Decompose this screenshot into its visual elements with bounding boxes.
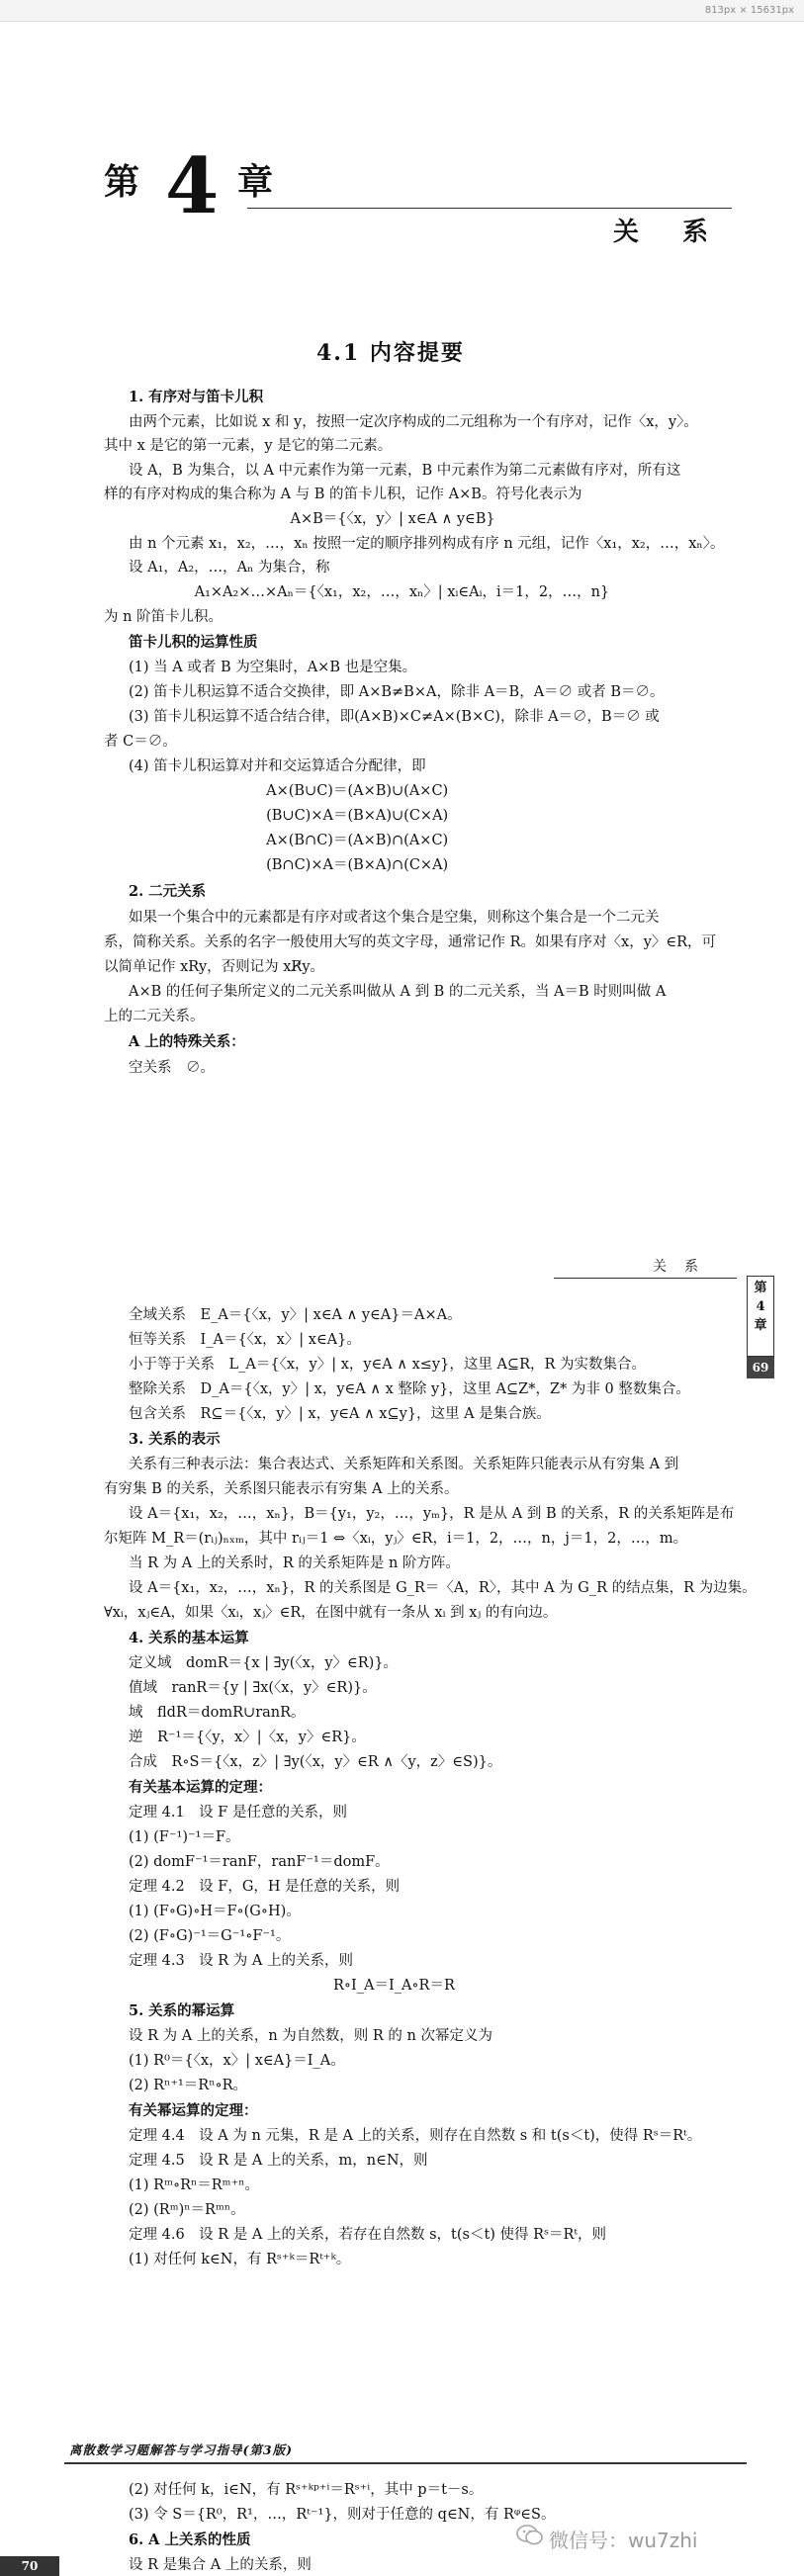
page-number-top: 69 xyxy=(747,1357,774,1378)
text-line: 恒等关系 I_A＝{〈x，x〉| x∈A}。 xyxy=(129,1332,361,1348)
text-line: 设 R 是集合 A 上的关系，则 xyxy=(129,2557,312,2573)
text-line: 当 R 为 A 上的关系时，R 的关系矩阵是 n 阶方阵。 xyxy=(129,1555,460,1571)
text-line: 域 fldR＝domR∪ranR。 xyxy=(129,1705,306,1721)
chapter-suffix: 章 xyxy=(237,161,274,203)
text-line: (2) (Rᵐ)ⁿ＝Rᵐⁿ。 xyxy=(129,2202,245,2218)
text-line: R∘I_A＝I_A∘R＝R xyxy=(104,1978,455,1994)
text-line: 合成 R∘S＝{〈x，z〉| ∃y(〈x，y〉∈R ∧〈y，z〉∈S)}。 xyxy=(129,1754,502,1770)
running-head-rule xyxy=(554,1278,737,1279)
text-line: 定理 4.2 设 F，G，H 是任意的关系，则 xyxy=(129,1879,401,1895)
text-line: (1) 当 A 或者 B 为空集时，A×B 也是空集。 xyxy=(129,660,417,675)
text-line: (2) domF⁻¹＝ranF，ranF⁻¹＝domF。 xyxy=(129,1854,390,1870)
page-number-bottom: 70 xyxy=(0,2556,59,2576)
chapter-tab xyxy=(747,1276,774,1357)
text-line: 4. 关系的基本运算 xyxy=(129,1630,249,1646)
text-line: 设 A，B 为集合，以 A 中元素作为第一元素，B 中元素作为第二元素做有序对，所有这 xyxy=(129,463,681,479)
text-line: 设 A₁，A₂，…，Aₙ 为集合，称 xyxy=(129,560,330,576)
text-line: 如果一个集合中的元素都是有序对或者这个集合是空集，则称这个集合是一个二元关 xyxy=(129,910,660,926)
text-line: A×(B∩C)＝(A×B)∩(A×C) xyxy=(104,833,449,848)
text-line: A×B＝{〈x，y〉| x∈A ∧ y∈B} xyxy=(104,511,495,527)
text-line: (1) Rᵐ∘Rⁿ＝Rᵐ⁺ⁿ。 xyxy=(129,2177,259,2193)
text-line: A×B 的任何子集所定义的二元关系叫做从 A 到 B 的二元关系，当 A＝B 时则叫做 A xyxy=(129,984,667,1000)
text-line: (2) Rⁿ⁺¹＝Rⁿ∘R。 xyxy=(129,2078,248,2093)
text-line: (1) (F∘G)∘H＝F∘(G∘H)。 xyxy=(129,1904,301,1919)
text-line: 定理 4.3 设 R 为 A 上的关系，则 xyxy=(129,1953,353,1969)
text-line: 样的有序对构成的集合称为 A 与 B 的笛卡儿积，记作 A×B。符号化表示为 xyxy=(104,487,582,502)
text-line: (B∩C)×A＝(B×A)∩(C×A) xyxy=(104,857,449,873)
chapter-title: 关系 xyxy=(613,218,753,247)
text-line: 2. 二元关系 xyxy=(129,883,207,900)
text-line: 值域 ranR＝{y | ∃x(〈x，y〉∈R)}。 xyxy=(129,1680,377,1696)
text-line: 空关系 ∅。 xyxy=(129,1060,215,1076)
watermark: 微信号：wu7zhi xyxy=(549,2529,698,2552)
text-line: A₁×A₂×…×Aₙ＝{〈x₁，x₂，…，xₙ〉| xᵢ∈Aᵢ，i＝1，2，…，n} xyxy=(104,584,610,600)
text-line: A×(B∪C)＝(A×B)∪(A×C) xyxy=(104,783,449,799)
text-line: 以简单记作 xRy，否则记为 xR̸y。 xyxy=(104,959,325,975)
text-line: A 上的特殊关系： xyxy=(129,1033,245,1050)
text-line: 5. 关系的幂运算 xyxy=(129,2002,235,2019)
text-line: 有穷集 B 的关系，关系图只能表示有穷集 A 上的关系。 xyxy=(104,1481,459,1497)
viewer-size-label: 813px × 15631px xyxy=(0,0,804,22)
text-line: 者 C＝∅。 xyxy=(104,734,177,750)
text-line: 6. A 上关系的性质 xyxy=(129,2532,251,2548)
text-line: 设 A＝{x₁，x₂，…，xₙ}，B＝{y₁，y₂，…，yₘ}，R 是从 A 到 B 的关系，R 的关系矩阵是布 xyxy=(129,1506,735,1522)
text-line: 由两个元素，比如说 x 和 y，按照一定次序构成的二元组称为一个有序对，记作〈x，y〉。 xyxy=(129,414,698,430)
chapter-prefix: 第 xyxy=(104,161,140,203)
text-line: 逆 R⁻¹＝{〈y，x〉|〈x，y〉∈R}。 xyxy=(129,1730,366,1745)
text-line: 有关幂运算的定理： xyxy=(129,2102,258,2119)
text-line: (3) 令 S＝{R⁰，R¹，…，Rᵗ⁻¹}，则对于任意的 q∈N，有 Rᵠ∈S。 xyxy=(129,2507,556,2523)
chapter-number: 4 xyxy=(165,141,220,231)
footer-book-title: 离散数学习题解答与学习指导(第3版) xyxy=(69,2443,294,2457)
text-line: 3. 关系的表示 xyxy=(129,1431,221,1448)
text-line: 为 n 阶笛卡儿积。 xyxy=(104,609,223,625)
text-line: (3) 笛卡儿积运算不适合结合律，即(A×B)×C≠A×(B×C)，除非 A＝∅，B＝∅ 或 xyxy=(129,709,660,725)
chapter-rule xyxy=(247,208,732,209)
text-line: 系，简称关系。关系的名字一般使用大写的英文字母，通常记作 R。如果有序对〈x，y〉∈R，可 xyxy=(104,934,717,950)
text-line: 定义域 domR＝{x | ∃y(〈x，y〉∈R)}。 xyxy=(129,1655,399,1671)
text-line: 小于等于关系 L_A＝{〈x，y〉| x，y∈A ∧ x≤y}，这里 A⊆R，R 为实数集合。 xyxy=(129,1357,647,1373)
chapter-tab-line: 第 xyxy=(754,1281,767,1295)
chapter-tab-line: 4 xyxy=(756,1299,765,1314)
text-line: 设 R 为 A 上的关系，n 为自然数，则 R 的 n 次幂定义为 xyxy=(129,2028,492,2044)
running-head: 关系 xyxy=(653,1259,716,1275)
text-line: 笛卡儿积的运算性质 xyxy=(129,634,258,651)
text-line: 定理 4.1 设 F 是任意的关系，则 xyxy=(129,1805,347,1821)
text-line: 有关基本运算的定理： xyxy=(129,1779,272,1796)
section-title: 4.1 内容提要 xyxy=(316,340,465,366)
wechat-icon xyxy=(516,2524,544,2547)
text-line: 定理 4.5 设 R 是 A 上的关系，m，n∈N，则 xyxy=(129,2153,428,2169)
text-line: 整除关系 D_A＝{〈x，y〉| x，y∈A ∧ x 整除 y}，这里 A⊆Z*，Z* 为非 0 整数集合。 xyxy=(129,1381,690,1397)
chapter-tab-line: 章 xyxy=(754,1318,767,1333)
text-line: 设 A＝{x₁，x₂，…，xₙ}，R 的关系图是 G_R＝〈A，R〉，其中 A 为 G_R 的结点集，R 为边集。 xyxy=(129,1580,757,1596)
text-line: (2) (F∘G)⁻¹＝G⁻¹∘F⁻¹。 xyxy=(129,1928,291,1944)
text-line: (1) R⁰＝{〈x，x〉| x∈A}＝I_A。 xyxy=(129,2053,345,2069)
text-line: (2) 对任何 k，i∈N，有 Rˢ⁺ᵏᵖ⁺ⁱ＝Rˢ⁺ⁱ，其中 p＝t－s。 xyxy=(129,2482,484,2498)
text-line: 关系有三种表示法：集合表达式、关系矩阵和关系图。关系矩阵只能表示从有穷集 A 到 xyxy=(129,1457,679,1472)
footer-rule xyxy=(64,2462,747,2464)
text-line: (2) 笛卡儿积运算不适合交换律，即 A×B≠B×A，除非 A＝B，A＝∅ 或者 B＝∅。 xyxy=(129,684,665,700)
text-line: 上的二元关系。 xyxy=(104,1009,205,1024)
text-line: 由 n 个元素 x₁，x₂，…，xₙ 按照一定的顺序排列构成有序 n 元组，记作〈x₁，x₂，…，xₙ〉。 xyxy=(129,536,725,552)
text-line: (1) (F⁻¹)⁻¹＝F。 xyxy=(129,1829,240,1845)
text-line: (4) 笛卡儿积运算对并和交运算适合分配律，即 xyxy=(129,758,426,774)
text-line: 定理 4.6 设 R 是 A 上的关系，若存在自然数 s，t(s＜t) 使得 Rˢ＝Rᵗ，则 xyxy=(129,2227,606,2243)
text-line: 尔矩阵 M_R＝(rᵢⱼ)ₙₓₘ，其中 rᵢⱼ＝1 ⇔〈xᵢ，yⱼ〉∈R，i＝1，2，…，n，j＝1，2，…，m。 xyxy=(104,1531,688,1547)
text-line: ∀xᵢ，xⱼ∈A，如果〈xᵢ，xⱼ〉∈R，在图中就有一条从 xᵢ 到 xⱼ 的有向边。 xyxy=(104,1605,558,1621)
text-line: 包含关系 R⊆＝{〈x，y〉| x，y∈A ∧ x⊆y}，这里 A 是集合族。 xyxy=(129,1406,551,1422)
text-line: 1. 有序对与笛卡儿积 xyxy=(129,389,264,405)
text-line: (B∪C)×A＝(B×A)∪(C×A) xyxy=(104,808,449,824)
text-line: (1) 对任何 k∈N，有 Rˢ⁺ᵏ＝Rᵗ⁺ᵏ。 xyxy=(129,2252,351,2267)
text-line: 全域关系 E_A＝{〈x，y〉| x∈A ∧ y∈A}＝A×A。 xyxy=(129,1307,462,1323)
text-line: 其中 x 是它的第一元素，y 是它的第二元素。 xyxy=(104,438,393,454)
text-line: 定理 4.4 设 A 为 n 元集，R 是 A 上的关系，则存在自然数 s 和 t(s＜t)，使得 Rˢ＝Rᵗ。 xyxy=(129,2128,702,2144)
